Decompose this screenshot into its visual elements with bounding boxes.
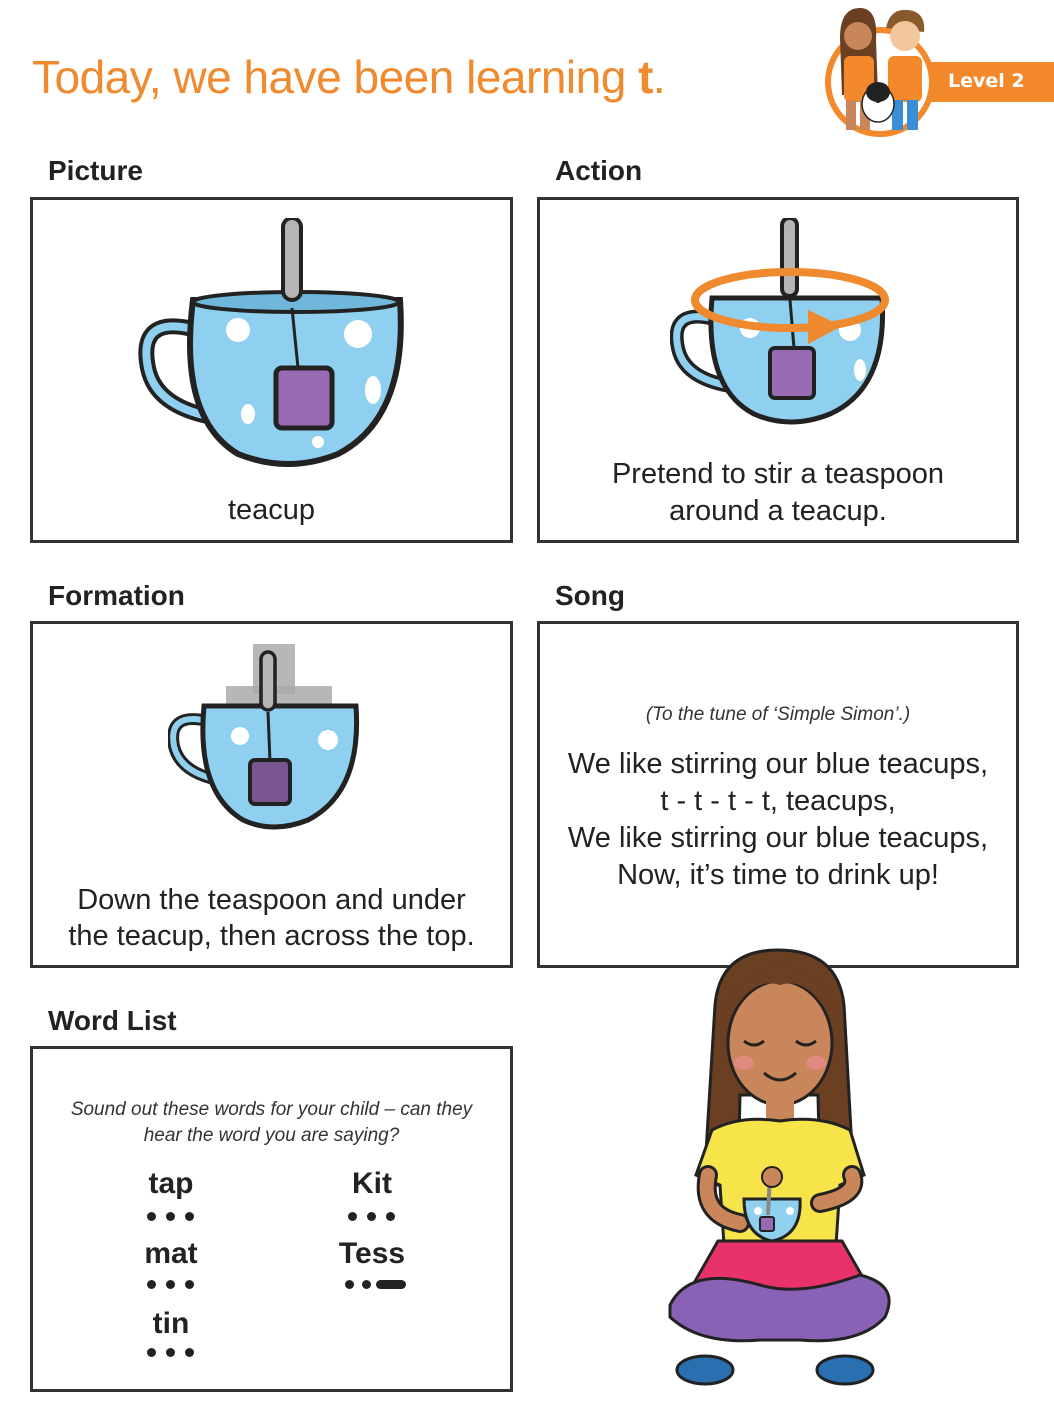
sound-dot bbox=[362, 1280, 371, 1289]
action-box bbox=[537, 197, 1019, 543]
sound-dot bbox=[367, 1212, 376, 1221]
sound-dot bbox=[185, 1348, 194, 1357]
picture-caption: teacup bbox=[227, 494, 316, 526]
level-badge bbox=[920, 62, 1054, 102]
picture-box bbox=[30, 197, 513, 543]
stirring-teacup-illustration bbox=[670, 218, 900, 428]
action-heading: Action bbox=[555, 155, 643, 186]
song-line-1: We like stirring our blue teacups, bbox=[567, 748, 989, 780]
word-list-instruction-line2: hear the word you are saying? bbox=[143, 1125, 400, 1146]
song-line-2: t - t - t - t, teacups, bbox=[660, 785, 896, 817]
level-badge-label: Level 2 bbox=[948, 70, 1025, 92]
sound-buttons-tess bbox=[312, 1277, 432, 1291]
sound-dot bbox=[185, 1212, 194, 1221]
title-prefix: Today, we have been learning bbox=[32, 51, 639, 103]
title-letter: t bbox=[638, 51, 653, 103]
sound-dot bbox=[348, 1212, 357, 1221]
sound-dot bbox=[185, 1280, 194, 1289]
sound-dot bbox=[147, 1280, 156, 1289]
sound-dot bbox=[147, 1348, 156, 1357]
word-list-box bbox=[30, 1046, 513, 1392]
teacup-illustration bbox=[138, 218, 408, 480]
picture-heading: Picture bbox=[48, 155, 143, 186]
sound-dot bbox=[147, 1212, 156, 1221]
word-list-heading: Word List bbox=[48, 1005, 177, 1036]
sound-buttons-tap bbox=[111, 1209, 231, 1223]
sound-buttons-kit bbox=[312, 1209, 432, 1223]
song-line-4: Now, it’s time to drink up! bbox=[617, 859, 939, 891]
girl-with-teacup-illustration bbox=[660, 945, 900, 1400]
formation-caption-line1: Down the teaspoon and under bbox=[77, 884, 466, 916]
word-tess: Tess bbox=[338, 1237, 406, 1270]
formation-caption-line2: the teacup, then across the top. bbox=[68, 920, 475, 952]
sound-dot bbox=[166, 1212, 175, 1221]
formation-box bbox=[30, 621, 513, 968]
song-tune-note: (To the tune of ‘Simple Simon’.) bbox=[645, 704, 911, 725]
word-mat: mat bbox=[144, 1237, 198, 1270]
word-tin: tin bbox=[152, 1307, 190, 1340]
song-heading: Song bbox=[555, 580, 625, 611]
sound-dot bbox=[166, 1348, 175, 1357]
page-title bbox=[32, 50, 665, 104]
children-logo-illustration bbox=[820, 0, 940, 140]
sound-dash bbox=[376, 1280, 406, 1289]
sound-buttons-mat bbox=[111, 1277, 231, 1291]
song-box bbox=[537, 621, 1019, 968]
word-tap: tap bbox=[148, 1167, 194, 1200]
sound-dot bbox=[166, 1280, 175, 1289]
action-caption-line2: around a teacup. bbox=[669, 495, 887, 527]
title-suffix: . bbox=[652, 51, 666, 103]
sound-dot bbox=[345, 1280, 354, 1289]
sound-dot bbox=[386, 1212, 395, 1221]
letter-t-formation-illustration bbox=[168, 642, 368, 837]
word-list-instruction-line1: Sound out these words for your child – can they bbox=[70, 1099, 473, 1120]
action-caption-line1: Pretend to stir a teaspoon bbox=[611, 458, 945, 490]
formation-heading: Formation bbox=[48, 580, 185, 611]
sound-buttons-tin bbox=[111, 1345, 231, 1359]
word-kit: Kit bbox=[352, 1167, 392, 1200]
song-line-3: We like stirring our blue teacups, bbox=[567, 822, 989, 854]
